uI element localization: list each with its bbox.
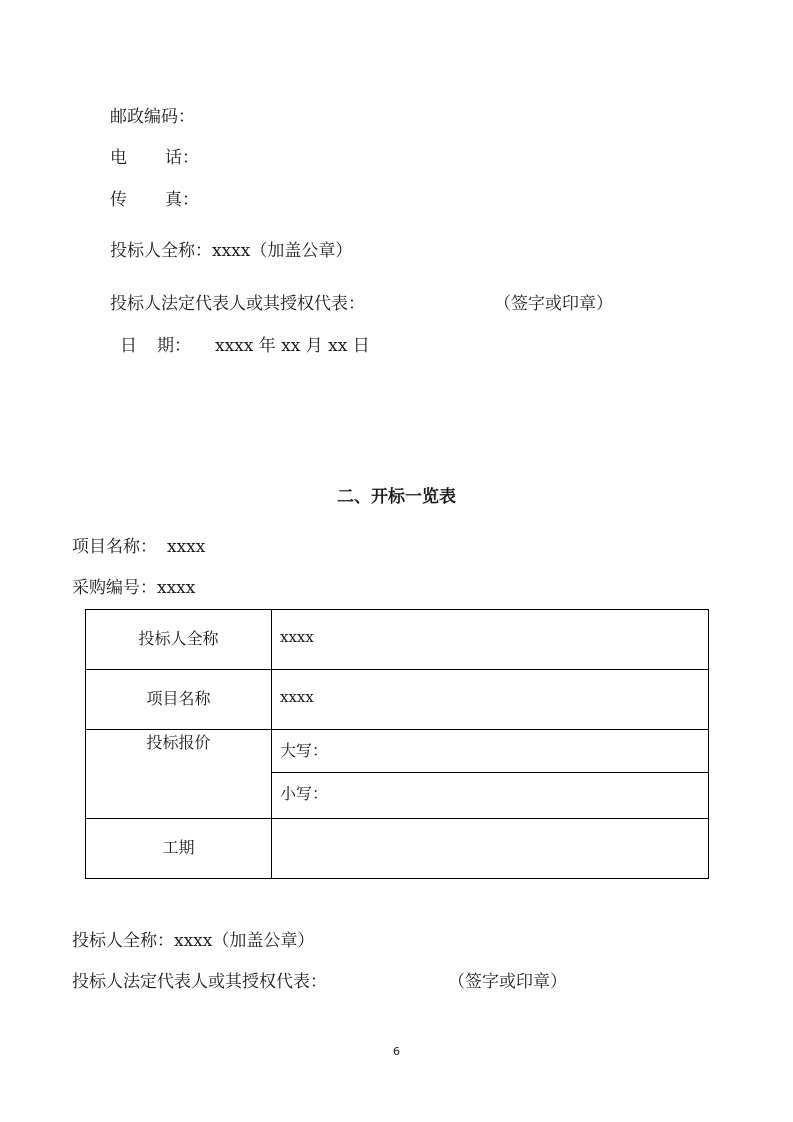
table-row [86,819,709,879]
table-value-cell [272,610,709,670]
table-label-cell [86,730,272,819]
bidder-name-label: 投标人全称 [138,629,219,648]
table-value-cell [272,773,709,819]
postal-code-label: 邮政编码： [110,107,195,127]
duration-value [272,819,280,837]
procurement-no-label: 采购编号： [72,578,157,598]
bid-price-label: 投标报价 [146,733,211,752]
page-number: 6 [393,1045,400,1058]
table-label-cell [86,670,272,730]
date-value: xxxx 年 xx 月 xx 日 [215,336,370,356]
date-label-part2: 期： [157,336,191,356]
bid-price-lower-label: 小写： [280,784,329,803]
table-label-cell [86,610,272,670]
bidder-full-name-bottom: 投标人全称：xxxx（加盖公章） [72,931,315,951]
table-label-cell [86,819,272,879]
legal-rep-label-bottom: 投标人法定代表人或其授权代表： [72,972,327,992]
duration-label: 工期 [162,838,195,857]
date-line [120,338,370,355]
project-name-value: xxxx [167,537,206,557]
bid-price-upper-label: 大写： [280,741,329,760]
table-row [86,670,709,730]
fax-line [110,192,199,209]
legal-rep-note-top: （签字或印章） [494,294,613,314]
fax-label-part1: 传 [110,190,127,210]
legal-rep-label-top: 投标人法定代表人或其授权代表： [110,294,365,314]
table-value-cell [272,819,709,879]
table-row [86,610,709,670]
procurement-no-line [72,580,195,597]
date-label-part1: 日 [120,336,137,356]
legal-rep-note-bottom: （签字或印章） [448,972,567,992]
table-value-cell [272,670,709,730]
table-value-cell [272,730,709,773]
project-name-label: 项目名称： [72,537,157,557]
section-title: 二、开标一览表 [337,487,456,507]
phone-label-part1: 电 [110,148,127,168]
bidder-name-value: xxxx [280,628,314,646]
bidder-full-name-top: 投标人全称：xxxx（加盖公章） [110,241,353,261]
project-name-line [72,539,205,556]
project-name-table-value: xxxx [280,688,314,706]
bid-summary-table [85,609,709,879]
procurement-no-value: xxxx [157,578,196,598]
table-row [86,730,709,773]
phone-label-part2: 话： [165,148,199,168]
phone-line [110,150,199,167]
project-name-table-label: 项目名称 [146,689,211,708]
fax-label-part2: 真： [165,190,199,210]
